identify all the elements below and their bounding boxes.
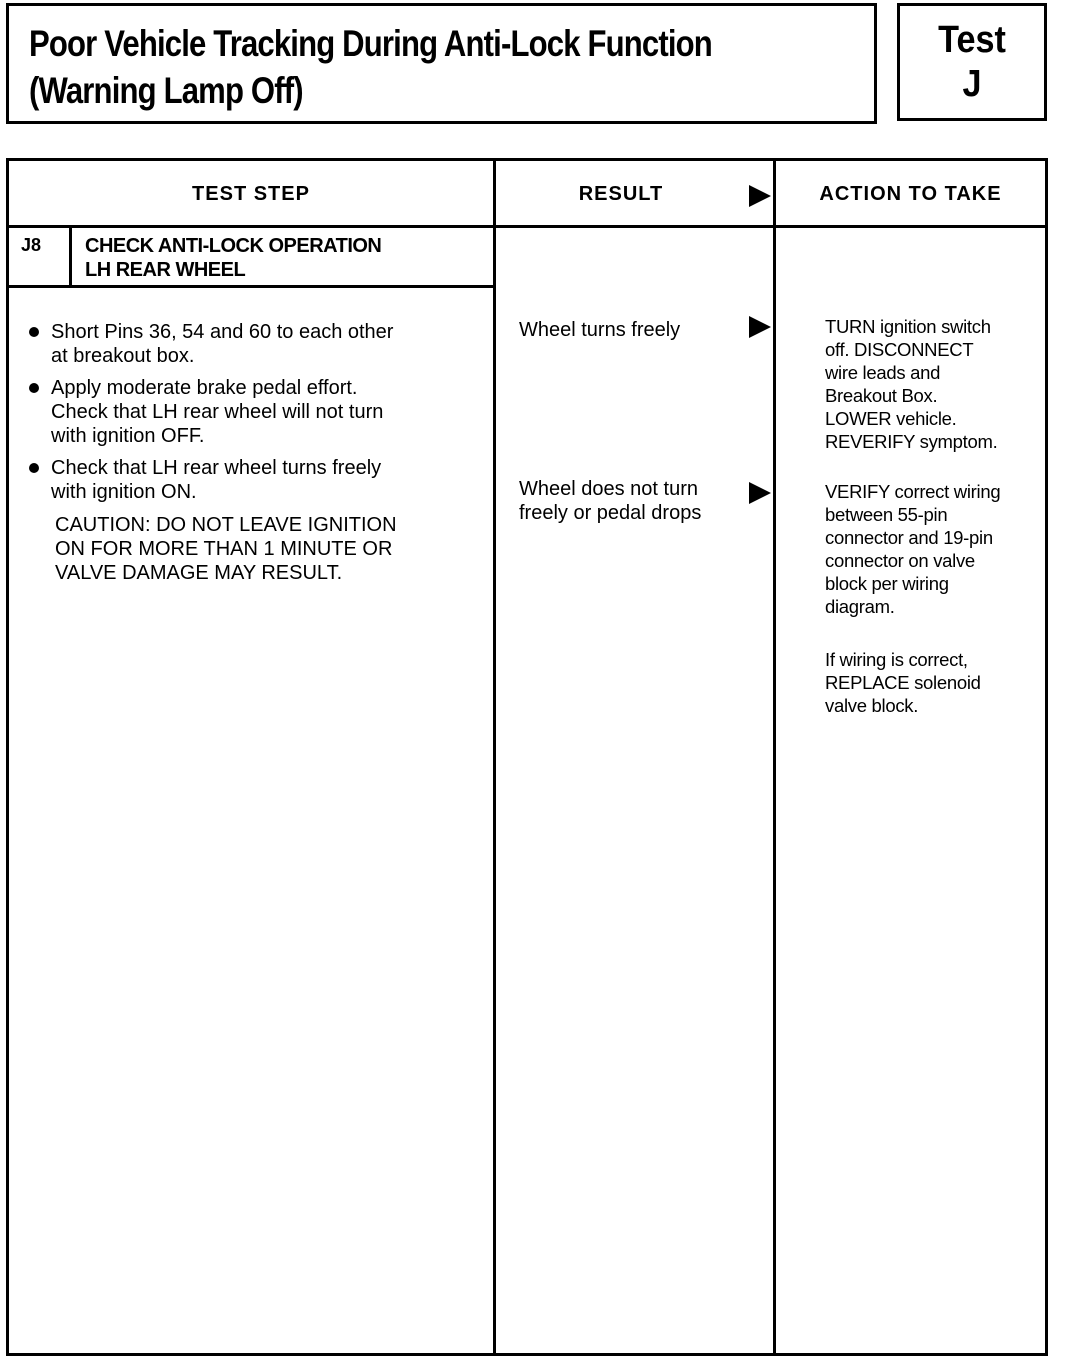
action-text: If wiring is correct, REPLACE solenoid valve block.	[825, 649, 981, 716]
column-divider-result	[493, 161, 496, 1353]
action-text: VERIFY correct wiring between 55-pin connector and 19-pin connector on valve block per wiring diagram.	[825, 481, 1001, 617]
instruction-text: Check that LH rear wheel turns freely with ignition ON.	[51, 457, 382, 503]
column-divider-action	[773, 161, 776, 1353]
instruction-item	[29, 376, 489, 448]
test-label: Test	[938, 19, 1006, 61]
test-id-box	[897, 3, 1047, 121]
bullet-icon	[29, 383, 39, 393]
action-text: TURN ignition switch off. DISCONNECT wire leads and Breakout Box. LOWER vehicle. REVERIFY symptom.	[825, 316, 998, 452]
result-arrow-icon	[749, 316, 771, 338]
instruction-item	[29, 456, 489, 504]
result-text: Wheel does not turn freely or pedal drops	[519, 478, 702, 524]
header-result: RESULT	[578, 182, 664, 205]
step-title-line-1: CHECK ANTI-LOCK OPERATION	[85, 235, 382, 257]
caution-note: CAUTION: DO NOT LEAVE IGNITION ON FOR MORE THAN 1 MINUTE OR VALVE DAMAGE MAY RESULT.	[55, 514, 397, 584]
result-text: Wheel turns freely	[519, 319, 681, 341]
instruction-item	[29, 320, 489, 368]
page-title-line-2: (Warning Lamp Off)	[29, 70, 303, 111]
instruction-text: Apply moderate brake pedal effort. Check that LH rear wheel will not turn with ignition OFF.	[51, 377, 384, 447]
diagnostic-table	[6, 158, 1048, 1356]
page-title-line-1: Poor Vehicle Tracking During Anti-Lock Function	[29, 23, 712, 64]
bullet-icon	[29, 463, 39, 473]
step-id: J8	[21, 235, 42, 255]
result-arrow-icon	[749, 482, 771, 504]
step-id-divider	[69, 227, 72, 285]
header-arrow-icon	[749, 185, 771, 207]
instruction-text: Short Pins 36, 54 and 60 to each other at breakout box.	[51, 321, 394, 367]
step-title	[85, 234, 381, 282]
bullet-icon	[29, 327, 39, 337]
header-action: ACTION TO TAKE	[819, 182, 1002, 205]
test-letter: J	[962, 63, 982, 105]
step-title-line-2: LH REAR WHEEL	[85, 259, 246, 281]
step-title-divider	[9, 285, 493, 288]
title-box	[6, 3, 877, 124]
header-test-step: TEST STEP	[192, 182, 310, 205]
